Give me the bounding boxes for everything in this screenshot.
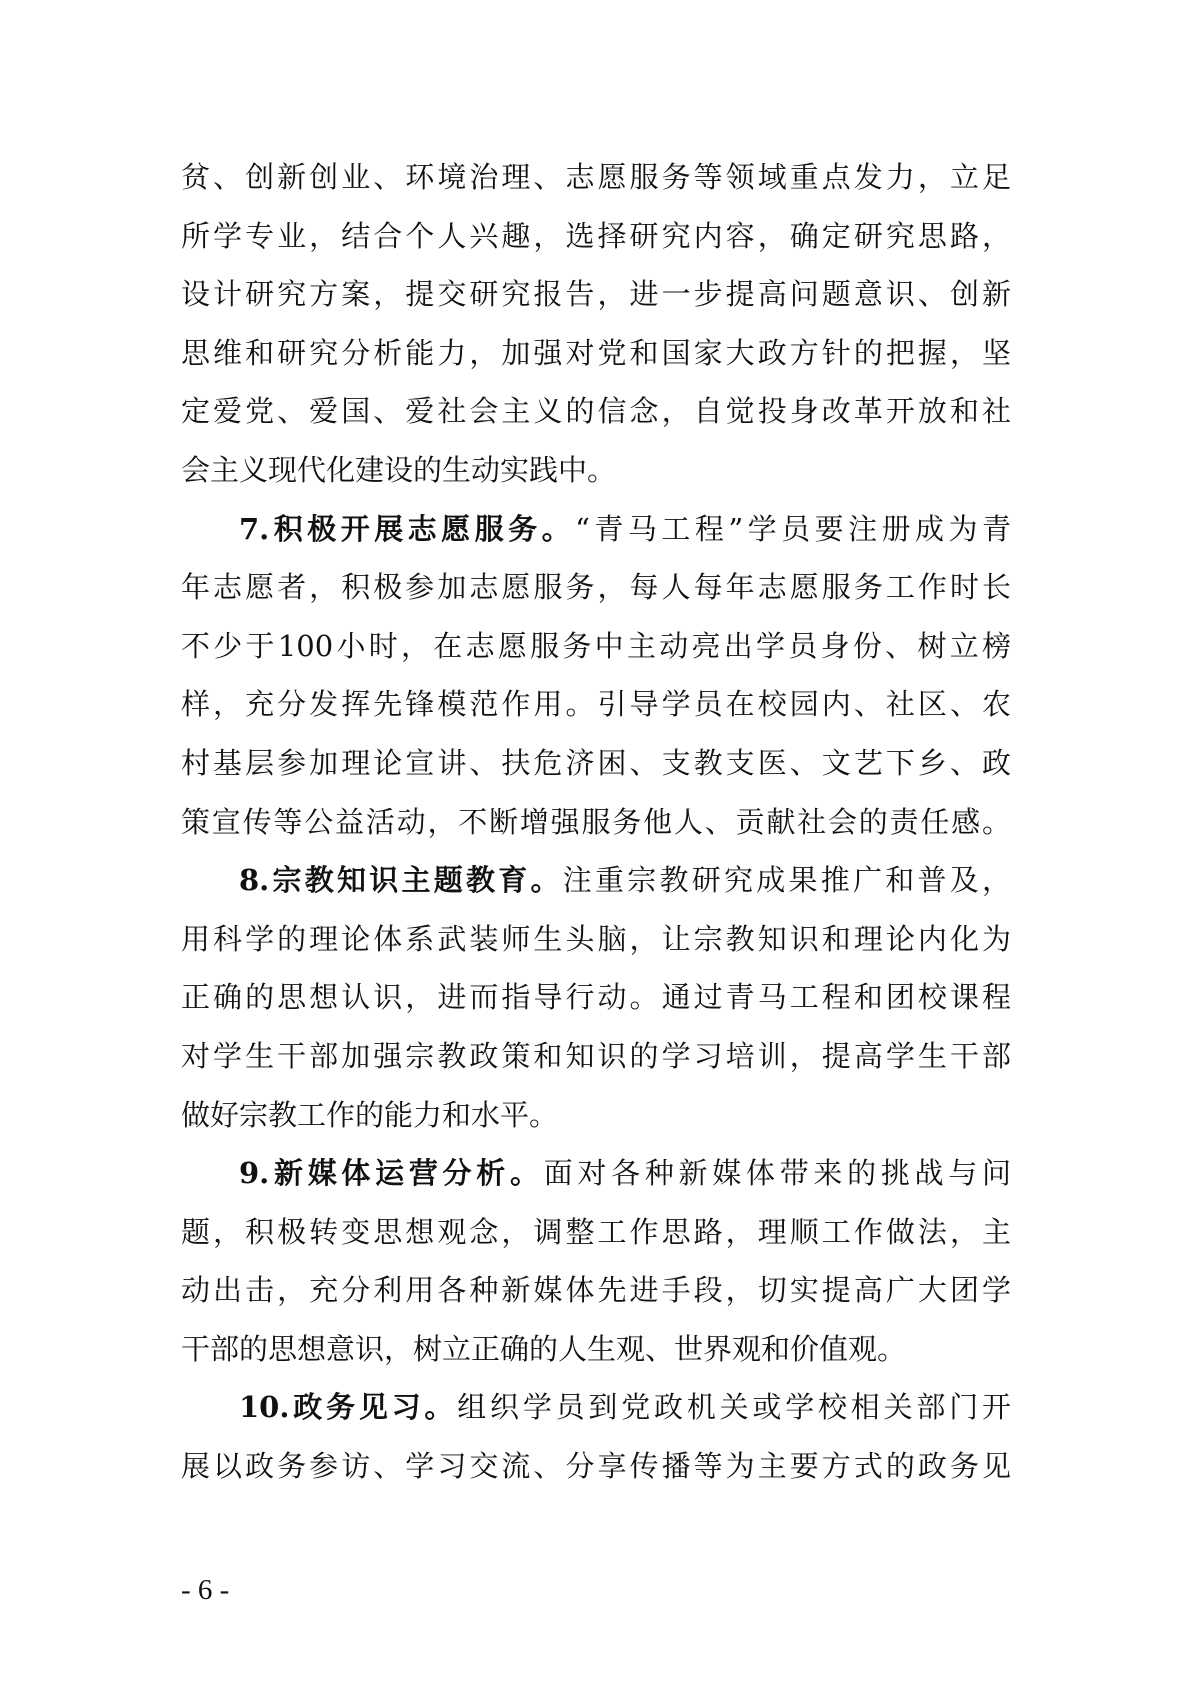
section-10-heading: 10.政务见习。 [239,1390,458,1425]
paragraph-line: 定爱党、爱国、爱社会主义的信念，自觉投身改革开放和社 [181,394,1011,429]
section-8-heading: 8.宗教知识主题教育。 [239,863,563,898]
section-8-intro: 注重宗教研究成果推广和普及， [562,863,1011,898]
section-9-first-line [181,1144,1011,1203]
section-9-intro: 面对各种新媒体带来的挑战与问 [543,1156,1011,1191]
section-7-heading: 7.积极开展志愿服务。 [239,511,576,546]
section-9-heading: 9.新媒体运营分析。 [239,1156,544,1191]
paragraph-line: 样，充分发挥先锋模范作用。引导学员在校园内、社区、农 [181,687,1011,722]
paragraph-line: 用科学的理论体系武装师生头脑，让宗教知识和理论内化为 [181,921,1011,956]
section-10-first-line [181,1378,1011,1437]
paragraph-line: 干部的思想意识，树立正确的人生观、世界观和价值观。 [181,1331,907,1366]
paragraph-line: 年志愿者，积极参加志愿服务，每人每年志愿服务工作时长 [181,570,1011,605]
paragraph-line: 贫、创新创业、环境治理、志愿服务等领域重点发力，立足 [181,160,1011,194]
section-7-intro: “青马工程”学员要注册成为青 [575,511,1011,546]
paragraph-line: 对学生干部加强宗教政策和知识的学习培训，提高学生干部 [181,1038,1011,1073]
paragraph-line: 题，积极转变思想观念，调整工作思路，理顺工作做法，主 [181,1214,1011,1249]
section-8-first-line [181,851,1011,910]
paragraph-line: 所学专业，结合个人兴趣，选择研究内容，确定研究思路， [181,218,1011,253]
paragraph-line: 正确的思想认识，进而指导行动。通过青马工程和团校课程 [181,980,1011,1015]
section-10-intro: 组织学员到党政机关或学校相关部门开 [457,1390,1011,1425]
paragraph-line: 会主义现代化建设的生动实践中。 [181,452,617,487]
paragraph-line: 不少于100小时，在志愿服务中主动亮出学员身份、树立榜 [181,628,1011,663]
paragraph-line: 村基层参加理论宣讲、扶危济困、支教支医、文艺下乡、政 [181,745,1011,780]
paragraph-line: 做好宗教工作的能力和水平。 [181,1097,559,1132]
paragraph-line: 展以政务参访、学习交流、分享传播等为主要方式的政务见 [181,1449,1011,1484]
paragraph-line: 动出击，充分利用各种新媒体先进手段，切实提高广大团学 [181,1273,1011,1308]
paragraph-line: 思维和研究分析能力，加强对党和国家大政方针的把握，坚 [181,335,1011,370]
body-text [181,148,1011,1496]
paragraph-line: 设计研究方案，提交研究报告，进一步提高问题意识、创新 [181,277,1011,312]
section-7-first-line [181,500,1011,559]
page-number: - 6 - [181,1574,230,1606]
paragraph-line: 策宣传等公益活动，不断增强服务他人、贡献社会的责任感。 [181,804,1011,839]
